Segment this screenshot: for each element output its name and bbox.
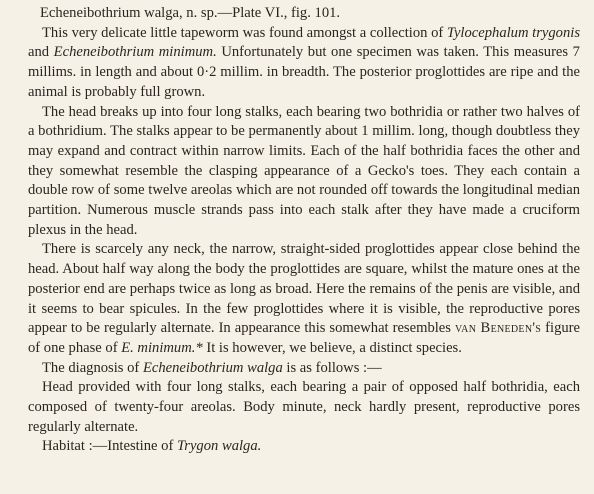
host-species: Trygon walga.: [176, 438, 262, 455]
text-run: This very delicate little tapeworm was found amongst a collection of: [42, 24, 447, 41]
text-run: and: [28, 44, 54, 61]
species-name: Echeneibothrium walga: [40, 5, 179, 21]
text-run: Unfortunately but one specimen was taken. This measures 7 millims. in length and about 0·2 millim. in breadth. The posterior proglottides are ripe and the animal is probably full grown.: [28, 44, 580, 100]
paragraph-head-description: The head breaks up into four long stalks, each bearing two bothridia or rather two halves of a bothridium. The stalks appear to be permanently about 1 millim. long, though doubtless they may expand and contract within narrow limits. Each of the half bothridia faces the other and they somewhat resemble the clasping appearance of a Gecko's toes. They each contain a double row of some twelve areolas which are not rounded off towards the longitudinal median partition. Numerous muscle strands pass into each stalk after they have made a cruciform plexus in the head.: [28, 103, 580, 238]
paragraph-diagnosis-intro: [28, 359, 580, 379]
species-reference: Tylocephalum trygonis: [446, 24, 580, 41]
author-reference: van Beneden's: [454, 320, 542, 337]
species-reference: E. minimum.*: [121, 339, 203, 356]
paragraph-diagnosis: Head provided with four long stalks, each bearing a pair of opposed half bothridia, each composed of twenty-four areolas. Body minute, neck hardly present, reproductive pores regularly alternate.: [28, 379, 580, 435]
text-run: Habitat :—Intestine of: [42, 438, 177, 455]
species-heading-suffix: , n. sp.—Plate VI., fig. 101.: [179, 5, 341, 21]
paragraph-proglottides: [28, 240, 580, 358]
text-run: The diagnosis of: [42, 359, 143, 376]
text-run: It is however, we believe, a distinct species.: [202, 339, 462, 356]
text-run: There is scarcely any neck, the narrow, straight-sided proglottides appear close behind the head. About half way along the body the proglottides are square, whilst the mature ones at the posterior end are perhaps twice as long as broad. Here the remains of the penis are visible, and it seems to bear spicules. In the few proglottides where it is visible, the reproductive pores appear to be regularly alternate. In appearance this somewhat resembles: [28, 241, 580, 337]
species-reference: Echeneibothrium walga: [142, 359, 283, 376]
paragraph-introduction: [28, 24, 580, 103]
species-heading: [40, 4, 580, 24]
text-run: is as follows :—: [282, 359, 382, 376]
paragraph-habitat: [28, 437, 580, 457]
text-run: figure of one phase of: [28, 320, 581, 356]
species-reference: Echeneibothrium minimum.: [53, 44, 217, 61]
